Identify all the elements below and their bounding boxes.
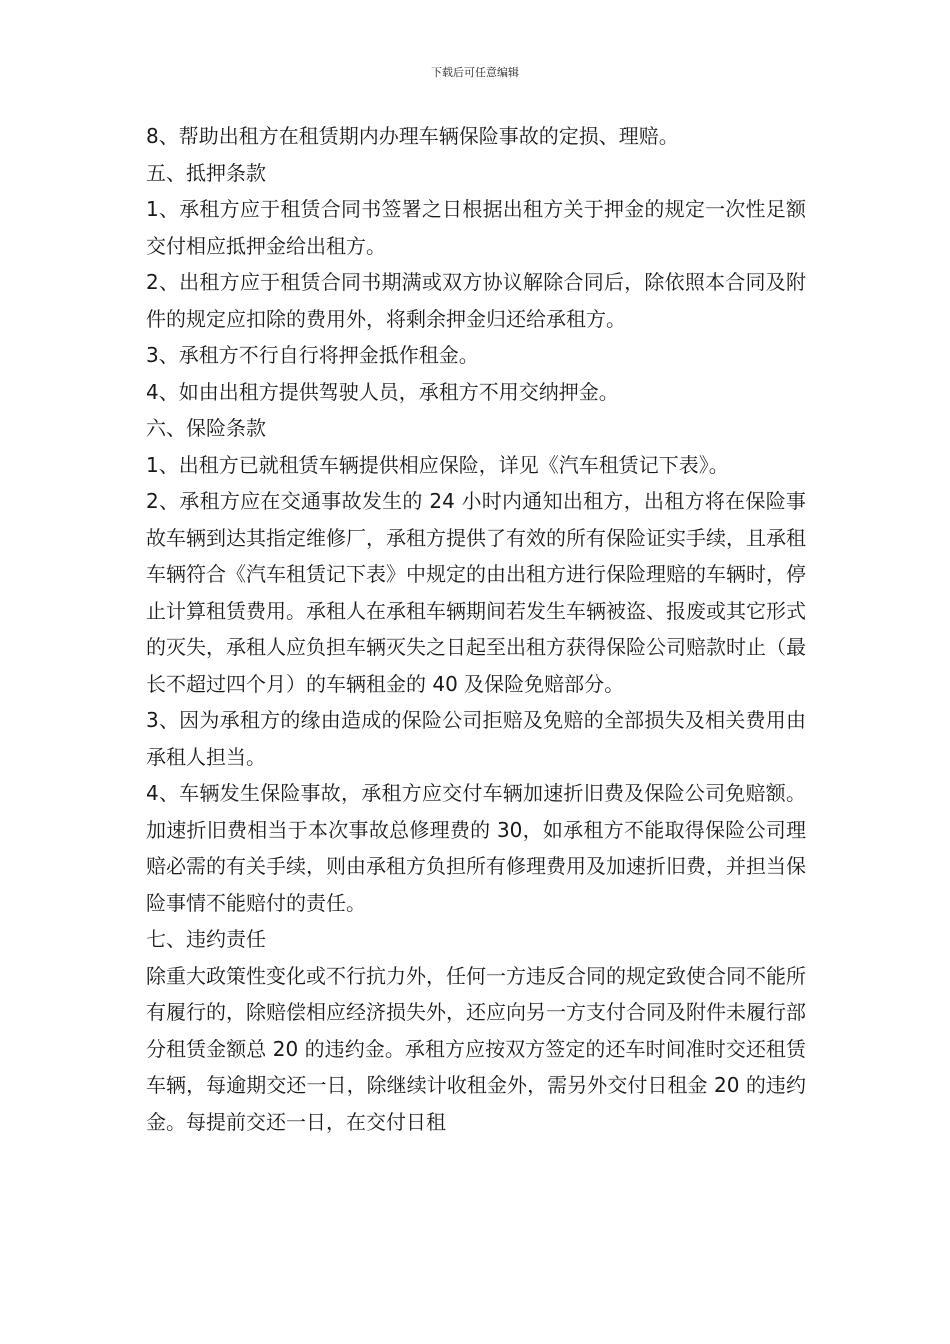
paragraph-insurance-4: 4、车辆发生保险事故，承租方应交付车辆加速折旧费及保险公司免赔额。加速折旧费相当于本次事故总修理费的 30，如承租方不能取得保险公司理赔必需的有关手续，则由承租方负担所有修理费用及加速折旧费，并担当保险事情不能赔付的责任。 (146, 781, 806, 915)
paragraph-liability: 除重大政策性变化或不行抗力外，任何一方违反合同的规定致使合同不能所有履行的，除赔偿相应经济损失外，还应向另一方支付合同及附件未履行部分租赁金额总 20 的违约金。承租方应按双方签定的还车时间准时交还租赁车辆，每逾期交还一日，除继续计收租金外，需另外交付日租金 20 的违约金。每提前交还一日，在交付日租 (146, 963, 806, 1134)
section-heading-liability: 七、违约责任 (146, 927, 266, 951)
paragraph-mortgage-3: 3、承租方不行自行将押金抵作租金。 (146, 343, 479, 367)
paragraph-mortgage-4: 4、如由出租方提供驾驶人员，承租方不用交纳押金。 (146, 379, 619, 404)
page-header: 下载后可任意编辑 (431, 66, 519, 79)
paragraph-mortgage-2: 2、出租方应于租赁合同书期满或双方协议解除合同后，除依照本合同及附件的规定应扣除的费用外，将剩余押金归还给承租方。 (146, 270, 806, 331)
paragraph-mortgage-1: 1、承租方应于租赁合同书签署之日根据出租方关于押金的规定一次性足额交付相应抵押金给出租方。 (146, 197, 806, 258)
paragraph-insurance-1: 1、出租方已就租赁车辆提供相应保险，详见《汽车租赁记下表》。 (146, 452, 729, 477)
section-heading-insurance: 六、保险条款 (146, 416, 266, 440)
section-heading-mortgage: 五、抵押条款 (146, 160, 266, 185)
paragraph-item-8: 8、帮助出租方在租赁期内办理车辆保险事故的定损、理赔。 (146, 124, 679, 148)
paragraph-insurance-2: 2、承租方应在交通事故发生的 24 小时内通知出租方，出租方将在保险事故车辆到达其指定维修厂，承租方提供了有效的所有保险证实手续，且承租车辆符合《汽车租赁记下表》中规定的由出租方进行保险理赔的车辆时，停止计算租赁费用。承租人在承租车辆期间若发生车辆被盗、报废或其它形式的灭失，承租人应负担车辆灭失之日起至出租方获得保险公司赔款时止（最长不超过四个月）的车辆租金的 40 及保险免赔部分。 (146, 489, 806, 696)
document-body (146, 118, 806, 1140)
paragraph-insurance-3: 3、因为承租方的缘由造成的保险公司拒赔及免赔的全部损失及相关费用由承租人担当。 (146, 708, 806, 769)
